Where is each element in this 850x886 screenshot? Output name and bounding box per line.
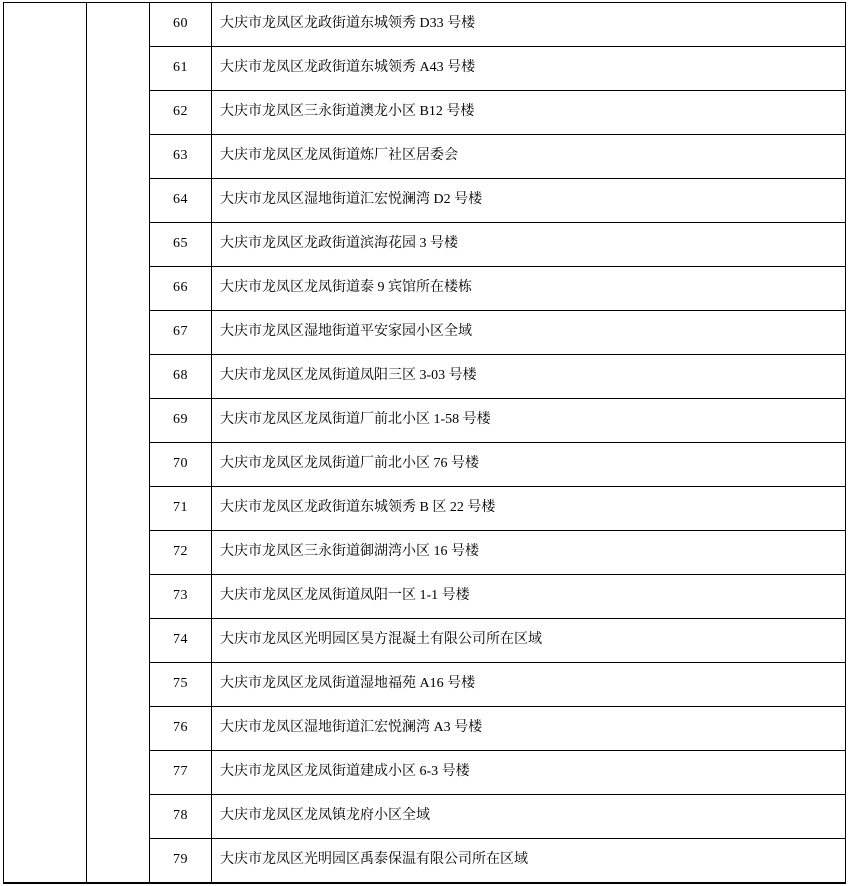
row-number: 79 [150,839,212,883]
row-address: 大庆市龙凤区湿地街道汇宏悦澜湾 D2 号楼 [212,179,846,223]
row-address: 大庆市龙凤区龙凤街道凤阳三区 3-03 号楼 [212,355,846,399]
row-number: 72 [150,531,212,575]
row-number: 67 [150,311,212,355]
row-number: 75 [150,663,212,707]
row-address: 大庆市龙凤区龙政街道东城领秀 B 区 22 号楼 [212,487,846,531]
address-table [3,2,846,884]
row-number: 69 [150,399,212,443]
row-address: 大庆市龙凤区三永街道澳龙小区 B12 号楼 [212,91,846,135]
row-number: 78 [150,795,212,839]
row-address: 大庆市龙凤区龙凤街道泰 9 宾馆所在楼栋 [212,267,846,311]
row-address: 大庆市龙凤区龙凤街道湿地福苑 A16 号楼 [212,663,846,707]
row-number: 68 [150,355,212,399]
row-address: 大庆市龙凤区湿地街道平安家园小区全域 [212,311,846,355]
merged-empty-cell-1 [4,3,87,884]
row-address: 大庆市龙凤区光明园区禹泰保温有限公司所在区域 [212,839,846,883]
row-number: 70 [150,443,212,487]
row-number: 77 [150,751,212,795]
row-number: 60 [150,3,212,47]
row-address: 大庆市龙凤区光明园区昊方混凝土有限公司所在区域 [212,619,846,663]
row-address: 大庆市龙凤区龙凤镇龙府小区全域 [212,795,846,839]
row-number: 61 [150,47,212,91]
row-number: 73 [150,575,212,619]
row-address: 大庆市龙凤区龙凤街道炼厂社区居委会 [212,135,846,179]
table-row [4,3,846,47]
row-number: 71 [150,487,212,531]
row-address: 大庆市龙凤区龙凤街道建成小区 6-3 号楼 [212,751,846,795]
row-number: 62 [150,91,212,135]
row-number: 76 [150,707,212,751]
row-address: 大庆市龙凤区龙政街道滨海花园 3 号楼 [212,223,846,267]
row-address: 大庆市龙凤区龙凤街道厂前北小区 76 号楼 [212,443,846,487]
merged-empty-cell-2 [87,3,150,884]
row-address: 大庆市龙凤区龙凤街道厂前北小区 1-58 号楼 [212,399,846,443]
row-number: 65 [150,223,212,267]
row-address: 大庆市龙凤区龙凤街道凤阳一区 1-1 号楼 [212,575,846,619]
row-address: 大庆市龙凤区湿地街道汇宏悦澜湾 A3 号楼 [212,707,846,751]
row-address: 大庆市龙凤区三永街道御湖湾小区 16 号楼 [212,531,846,575]
row-number: 64 [150,179,212,223]
row-address: 大庆市龙凤区龙政街道东城领秀 A43 号楼 [212,47,846,91]
row-address: 大庆市龙凤区龙政街道东城领秀 D33 号楼 [212,3,846,47]
row-number: 66 [150,267,212,311]
row-number: 74 [150,619,212,663]
row-number: 63 [150,135,212,179]
